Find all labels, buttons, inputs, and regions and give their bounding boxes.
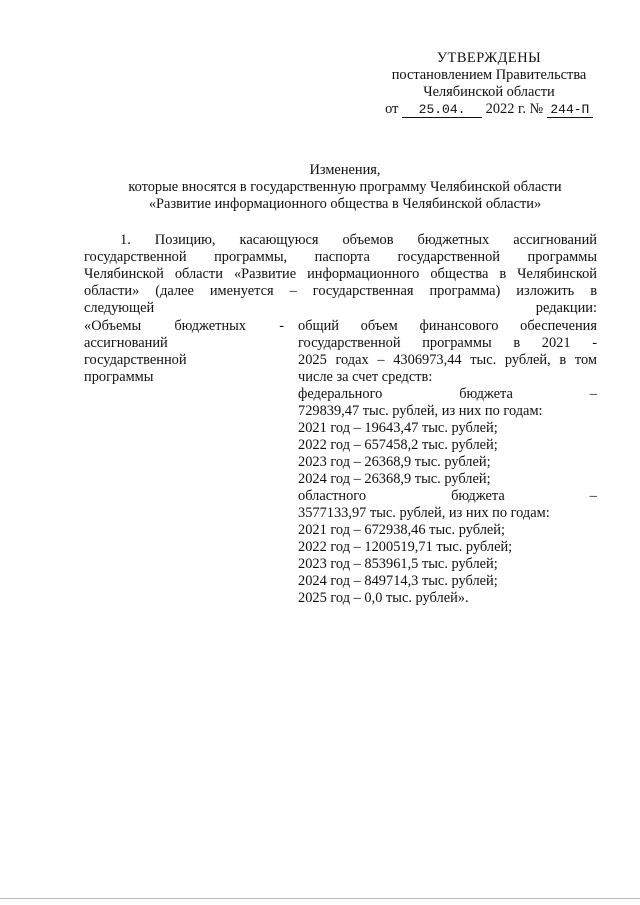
page-bottom-edge xyxy=(0,898,640,899)
value-line: 2023 год – 26368,9 тыс. рублей; xyxy=(298,454,491,470)
value-line: 2025 годах – 4306973,44 тыс. рублей, в том xyxy=(298,352,597,368)
approval-date: 25.04. xyxy=(402,102,482,118)
value-line: 2024 год – 849714,3 тыс. рублей; xyxy=(298,573,498,589)
changes-title-1: Изменения, xyxy=(309,162,381,178)
value-line: общий объем финансового обеспечения xyxy=(298,318,597,334)
changes-heading xyxy=(80,162,610,213)
budget-value-column xyxy=(298,318,597,607)
value-line: 729839,47 тыс. рублей, из них по годам: xyxy=(298,403,543,419)
changes-title-2: которые вносятся в государственную программу Челябинской области xyxy=(128,179,562,195)
intro-line: Челябинской области «Развитие информационного общества в Челябинской xyxy=(84,266,597,282)
value-line: областного бюджета – xyxy=(298,488,597,504)
approval-line-1: постановлением Правительства xyxy=(391,67,587,83)
value-line: 3577133,97 тыс. рублей, из них по годам: xyxy=(298,505,550,521)
value-line: 2022 год – 657458,2 тыс. рублей; xyxy=(298,437,498,453)
value-line: федерального бюджета – xyxy=(298,386,597,402)
label-line: государственной xyxy=(84,352,187,368)
approval-date-line xyxy=(384,101,594,118)
intro-line: государственной программы, паспорта государственной программы xyxy=(84,249,597,265)
approval-line-2: Челябинской области xyxy=(423,84,555,100)
value-line: 2022 год – 1200519,71 тыс. рублей; xyxy=(298,539,513,555)
value-line: числе за счет средств: xyxy=(298,369,433,385)
value-line: 2024 год – 26368,9 тыс. рублей; xyxy=(298,471,491,487)
intro-line: 1. Позицию, касающуюся объемов бюджетных ассигнований xyxy=(120,232,597,248)
approval-title: УТВЕРЖДЕНЫ xyxy=(436,50,542,66)
label-line: программы xyxy=(84,369,154,385)
value-line: 2025 год – 0,0 тыс. рублей». xyxy=(298,590,469,606)
value-line: государственной программы в 2021 - xyxy=(298,335,597,351)
value-line: 2021 год – 672938,46 тыс. рублей; xyxy=(298,522,505,538)
intro-paragraph xyxy=(84,232,597,317)
label-line: «Объемы бюджетных - xyxy=(84,318,284,334)
approval-number: 244-П xyxy=(547,102,593,118)
budget-label-column xyxy=(84,318,284,386)
value-line: 2023 год – 853961,5 тыс. рублей; xyxy=(298,556,498,572)
intro-line: области» (далее именуется – государственная программа) изложить в xyxy=(84,283,597,299)
from-prefix: от xyxy=(385,101,399,117)
changes-title-3: «Развитие информационного общества в Челябинской области» xyxy=(148,196,542,212)
value-line: 2021 год – 19643,47 тыс. рублей; xyxy=(298,420,498,436)
intro-line: следующей редакции: xyxy=(84,300,597,316)
approval-stamp xyxy=(384,50,594,118)
year-text: 2022 г. № xyxy=(485,101,544,117)
label-line: ассигнований xyxy=(84,335,168,351)
